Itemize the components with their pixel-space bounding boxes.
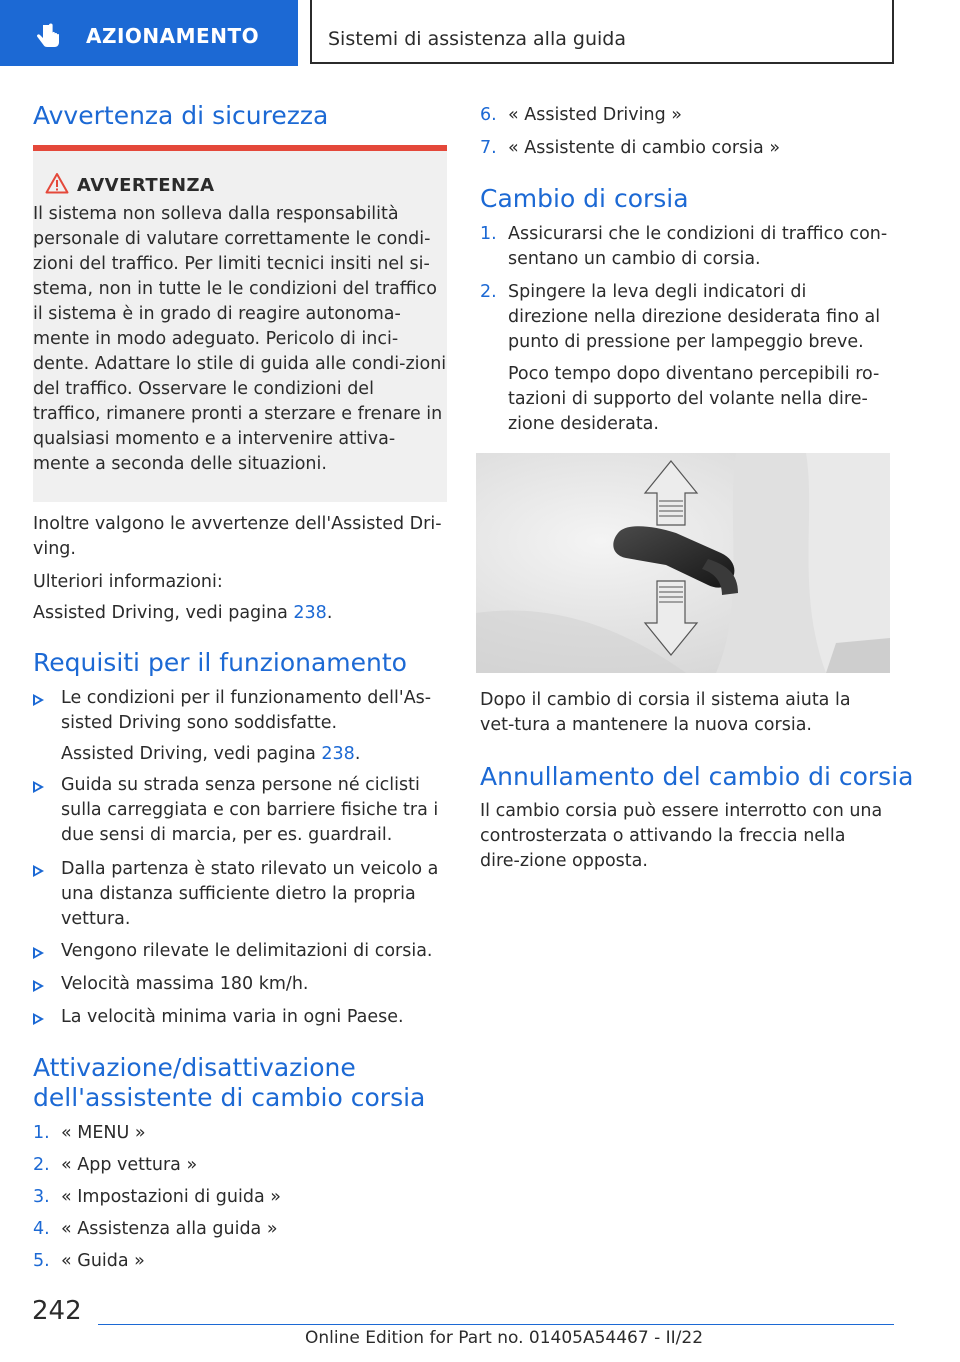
heading-cambio: Cambio di corsia: [480, 184, 689, 213]
heading-avvertenza: Avvertenza di sicurezza: [33, 101, 329, 130]
footer-divider: [98, 1324, 894, 1325]
step-text: Spingere la leva degli indicatori di direzione nella direzione desiderata fino al punto di pressione per lampeggio breve.: [508, 282, 881, 352]
step-item: [33, 1121, 447, 1149]
step-number: 5.: [33, 1251, 50, 1271]
step-number: 2.: [33, 1155, 50, 1175]
paragraph-annullamento: Il cambio corsia può essere interrotto con una controsterzata o attivando la freccia nella dire-zione opposta.: [480, 801, 883, 871]
list-item: [33, 972, 447, 1000]
warning-bar: [33, 145, 447, 151]
section-title: AZIONAMENTO: [86, 24, 260, 48]
paragraph-assisted-ref: Assisted Driving, vedi pagina 238.: [33, 603, 333, 623]
step-item: [480, 280, 890, 360]
warning-triangle-icon: [45, 172, 69, 194]
warning-box: [33, 145, 447, 502]
step-item: [33, 1153, 447, 1181]
list-item: [33, 773, 447, 853]
chapter-title: Sistemi di assistenza alla guida: [328, 28, 627, 50]
paragraph-inoltre: Inoltre valgono le avvertenze dell'Assisted Dri-ving.: [33, 514, 442, 559]
bullet-triangle-icon: [33, 1013, 44, 1025]
warning-title: AVVERTENZA: [77, 175, 215, 196]
list-item-subtext: Assisted Driving, vedi pagina 238.: [61, 744, 361, 764]
bullet-triangle-icon: [33, 781, 44, 793]
step-text: « App vettura »: [61, 1155, 198, 1175]
list-item: [33, 939, 447, 967]
list-item: [33, 1005, 447, 1033]
step-number: 3.: [33, 1187, 50, 1207]
bullet-triangle-icon: [33, 947, 44, 959]
heading-requisiti: Requisiti per il funzionamento: [33, 648, 407, 677]
step-number: 1.: [33, 1123, 50, 1143]
bullet-triangle-icon: [33, 694, 44, 706]
step-item: [33, 1249, 447, 1277]
step-text: « Guida »: [61, 1251, 145, 1271]
paragraph-dopo: Dopo il cambio di corsia il sistema aiuta la vet-tura a mantenere la nuova corsia.: [480, 690, 851, 735]
list-item-text: La velocità minima varia in ogni Paese.: [61, 1007, 404, 1027]
step-text: « Assisted Driving »: [508, 105, 682, 125]
step-item: [33, 1185, 447, 1213]
list-item-text: Le condizioni per il funzionamento dell'As-sisted Driving sono soddisfatte.: [61, 688, 432, 733]
page-link-238[interactable]: 238: [293, 603, 327, 623]
step-text: Assicurarsi che le condizioni di traffico con-sentano un cambio di corsia.: [508, 224, 888, 269]
step-subtext: Poco tempo dopo diventano percepibili ro-tazioni di supporto del volante nella dire-zione desiderata.: [508, 364, 880, 434]
list-item-text: Vengono rilevate le delimitazioni di corsia.: [61, 941, 433, 961]
step-item: [480, 103, 890, 131]
bullet-triangle-icon: [33, 980, 44, 992]
list-item: [33, 686, 447, 746]
step-number: 1.: [480, 224, 497, 244]
bullet-triangle-icon: [33, 865, 44, 877]
chapter-header: [310, 0, 894, 64]
hand-pointer-icon: [34, 22, 64, 52]
step-text: « MENU »: [61, 1123, 146, 1143]
list-item-text: Dalla partenza è stato rilevato un veicolo a una distanza sufficiente dietro la propria vettura.: [61, 859, 439, 929]
list-item-text: Velocità massima 180 km/h.: [61, 974, 309, 994]
step-text: « Assistenza alla guida »: [61, 1219, 278, 1239]
step-text: « Impostazioni di guida »: [61, 1187, 281, 1207]
warning-text: Il sistema non solleva dalla responsabilità personale di valutare correttamente le condi-zioni del traffico. Per limiti tecnici insiti nel si-stema, non in tutte le le condizioni del traffico il sistema è in grado di reagire autonoma-mente in modo adeguato. Pericolo di inci-dente. Adattare lo stile di guida alle condi-zioni del traffico. Osservare le condizioni del traffico, rimanere pronti a sterzare e frenare in qualsiasi momento e a intervenire attiva-mente a seconda delle situazioni.: [33, 204, 447, 474]
step-item: [480, 222, 890, 276]
step-text: « Assistente di cambio corsia »: [508, 138, 781, 158]
step-number: 4.: [33, 1219, 50, 1239]
step-number: 7.: [480, 138, 497, 158]
lever-figure: [476, 453, 890, 673]
list-item: [33, 857, 447, 937]
step-item: [480, 136, 890, 164]
page-number: 242: [32, 1296, 82, 1326]
page-link-238[interactable]: 238: [321, 744, 355, 764]
list-item-text: Guida su strada senza persone né ciclisti sulla carreggiata e con barriere fisiche tra i due sensi di marcia, per es. guardrail.: [61, 775, 439, 845]
section-tab: [0, 0, 298, 66]
turn-signal-lever-illustration: [476, 453, 890, 673]
heading-annullamento: Annullamento del cambio di corsia: [480, 762, 914, 791]
step-item: [33, 1217, 447, 1245]
heading-attivazione: Attivazione/disattivazione dell'assistente di cambio corsia: [33, 1053, 426, 1112]
paragraph-ulteriori: Ulteriori informazioni:: [33, 572, 223, 592]
step-number: 6.: [480, 105, 497, 125]
edition-text: Online Edition for Part no. 01405A54467 - II/22: [305, 1328, 704, 1348]
step-number: 2.: [480, 282, 497, 302]
